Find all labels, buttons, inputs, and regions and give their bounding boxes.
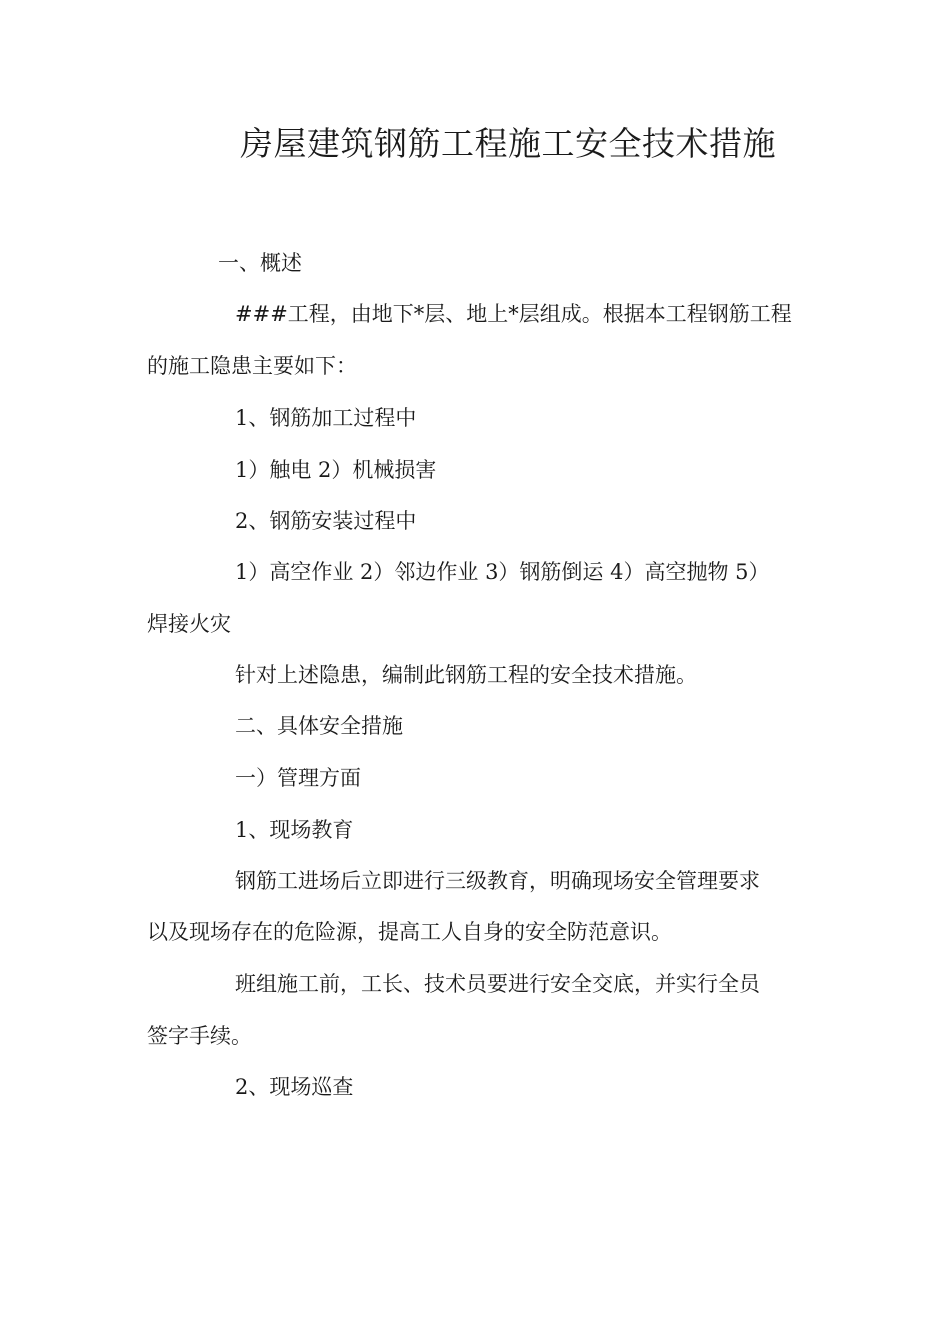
list-item: 1）高空作业 2）邻边作业 3）钢筋倒运 4）高空抛物 5） xyxy=(235,560,770,584)
paragraph-line: 针对上述隐患，编制此钢筋工程的安全技术措施。 xyxy=(235,663,697,687)
list-heading: 1、现场教育 xyxy=(235,818,354,842)
document-title: 房屋建筑钢筋工程施工安全技术措施 xyxy=(240,124,776,163)
paragraph-line: 的施工隐患主要如下： xyxy=(147,354,357,378)
section-heading-overview: 一、概述 xyxy=(218,251,302,275)
list-heading: 2、现场巡查 xyxy=(235,1075,354,1099)
paragraph-line: 班组施工前，工长、技术员要进行安全交底，并实行全员 xyxy=(235,972,760,996)
list-item: 焊接火灾 xyxy=(147,612,231,636)
paragraph-line: 以及现场存在的危险源，提高工人自身的安全防范意识。 xyxy=(147,920,672,944)
list-heading: 1、钢筋加工过程中 xyxy=(235,406,417,430)
paragraph-line: 签字手续。 xyxy=(147,1024,252,1048)
list-heading: 2、钢筋安装过程中 xyxy=(235,509,417,533)
section-heading-measures: 二、具体安全措施 xyxy=(235,714,403,738)
paragraph-line: 钢筋工进场后立即进行三级教育，明确现场安全管理要求 xyxy=(235,869,760,893)
list-item: 1）触电 2）机械损害 xyxy=(235,458,437,482)
paragraph-line: ###工程，由地下*层、地上*层组成。根据本工程钢筋工程 xyxy=(235,302,792,326)
subsection-heading: 一）管理方面 xyxy=(235,766,361,790)
